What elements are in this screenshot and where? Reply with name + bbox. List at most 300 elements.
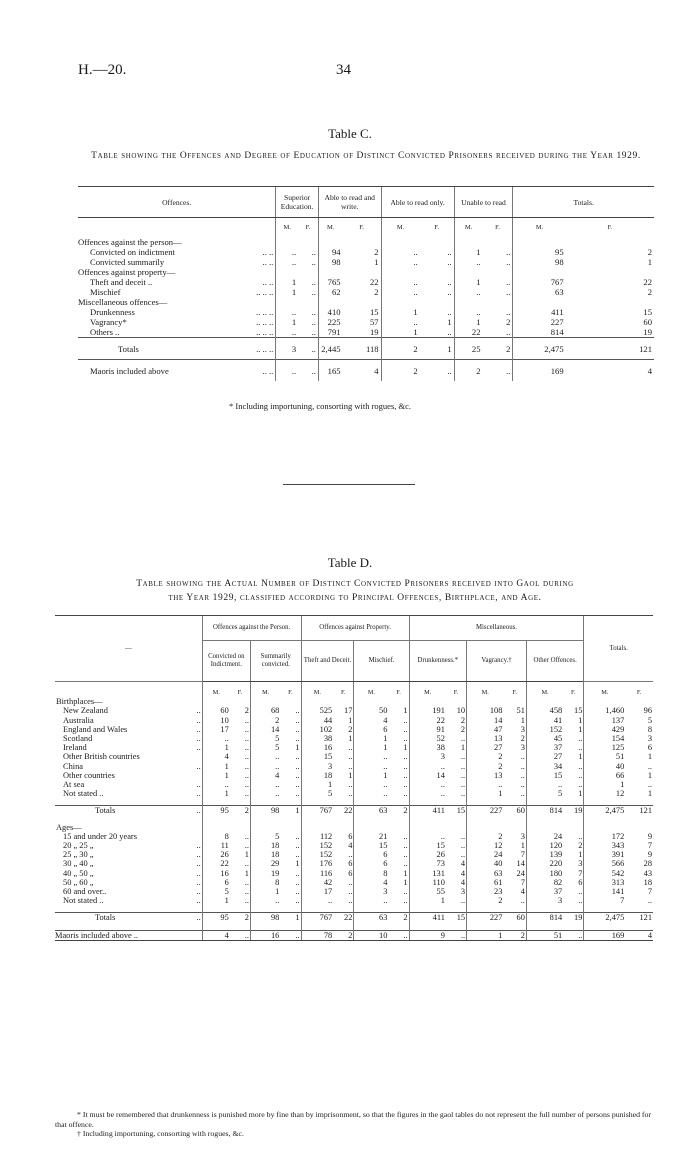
row-label-text: Others .. — [90, 327, 120, 337]
blank-cell — [446, 798, 467, 806]
table-d-mf-label: M. — [250, 682, 280, 698]
data-cell: 152 — [301, 850, 333, 859]
leader-dots: .. — [196, 913, 201, 923]
data-cell: 2 — [467, 832, 504, 841]
data-cell: .. — [403, 887, 408, 897]
table-d-sub-indictment: Convicted on Indictment. — [202, 641, 250, 682]
data-cell: 1 — [403, 743, 408, 753]
data-cell: 152 — [526, 725, 563, 734]
page-number: 34 — [336, 62, 351, 78]
data-cell: 102 — [301, 725, 333, 734]
blank-cell — [526, 923, 563, 931]
data-cell: 120 — [526, 841, 563, 850]
blank-cell — [563, 798, 584, 806]
table-row — [55, 850, 653, 859]
data-cell: 14 — [250, 725, 280, 734]
data-cell: 225 — [318, 317, 342, 327]
table-d-mf-label: F. — [341, 689, 346, 696]
blank-cell — [202, 816, 230, 823]
data-cell: .. — [250, 789, 280, 798]
table-d-mf-label: M. — [584, 682, 625, 698]
data-cell: 1 — [374, 257, 379, 267]
data-cell: .. — [578, 831, 583, 841]
data-cell: .. — [295, 770, 300, 780]
row-label-text: Totals — [95, 806, 116, 816]
data-cell: 1 — [244, 868, 249, 878]
table-c-mf-label: M. — [276, 218, 298, 234]
blank-cell — [446, 923, 467, 931]
row-label-text: China — [63, 761, 84, 771]
data-cell: .. — [295, 761, 300, 771]
data-cell: 411 — [409, 806, 446, 816]
data-cell: 1 — [295, 743, 300, 753]
row-label-text: 60 and over.. — [63, 887, 107, 897]
data-cell: 2 — [483, 338, 513, 360]
data-cell: 63 — [467, 869, 504, 878]
blank-cell — [250, 905, 280, 913]
data-cell: .. — [276, 257, 298, 267]
blank-cell — [55, 682, 202, 698]
data-cell: 60 — [503, 806, 526, 816]
blank-cell — [301, 923, 333, 931]
blank-cell — [526, 823, 563, 832]
data-cell: .. — [403, 770, 408, 780]
data-cell: .. — [447, 257, 452, 267]
data-cell: .. — [403, 724, 408, 734]
data-cell: 42 — [301, 878, 333, 887]
data-cell: .. — [250, 752, 280, 761]
blank-cell — [354, 823, 389, 832]
leader-dots: .. — [196, 806, 201, 816]
leader-dots: .. .. .. — [256, 317, 274, 327]
data-cell: 1 — [578, 715, 583, 725]
data-cell: 2 — [467, 762, 504, 771]
data-cell: .. — [348, 743, 353, 753]
row-label-text: 40 „ 50 „ — [63, 868, 94, 878]
data-cell — [318, 297, 342, 307]
data-cell: .. — [506, 287, 511, 297]
data-cell: 1 — [348, 770, 353, 780]
data-cell: 19 — [563, 913, 584, 923]
data-cell: 98 — [318, 257, 342, 267]
data-cell: .. — [295, 887, 300, 897]
data-cell: 22 — [643, 277, 652, 287]
data-cell: .. — [280, 930, 301, 940]
row-label — [55, 706, 202, 715]
blank-cell — [333, 923, 354, 931]
data-cell: 60 — [503, 913, 526, 923]
data-cell: 1 — [280, 806, 301, 816]
data-cell — [566, 297, 654, 307]
data-cell: 1 — [578, 724, 583, 734]
data-cell: 7 — [520, 850, 525, 860]
data-cell: 26 — [202, 850, 230, 859]
blank-cell — [503, 697, 526, 706]
blank-cell — [250, 816, 280, 823]
blank-cell — [354, 923, 389, 931]
table-row — [78, 317, 654, 327]
data-cell: 2 — [348, 724, 353, 734]
data-cell: 19 — [643, 327, 652, 337]
data-cell: 24 — [516, 868, 525, 878]
data-cell: .. — [348, 780, 353, 790]
blank-cell — [230, 923, 251, 931]
data-cell: .. — [311, 317, 316, 327]
data-cell: 40 — [584, 762, 625, 771]
blank-cell — [467, 905, 504, 913]
data-cell: 765 — [318, 277, 342, 287]
blank-cell — [250, 923, 280, 931]
data-cell: .. — [520, 761, 525, 771]
table-c-header-read-only: Able to read only. — [381, 187, 454, 218]
data-cell: 1 — [403, 706, 408, 716]
row-label — [78, 307, 276, 317]
data-cell: .. — [454, 257, 482, 267]
blank-cell — [409, 923, 446, 931]
data-cell: 2 — [381, 338, 420, 360]
data-cell: .. — [348, 877, 353, 887]
page-reference: H.—20. — [78, 62, 127, 78]
row-label — [55, 878, 202, 887]
data-cell: 2 — [374, 287, 379, 297]
data-cell: .. — [647, 780, 652, 790]
data-cell — [483, 297, 513, 307]
data-cell: .. — [348, 850, 353, 860]
blank-cell — [503, 798, 526, 806]
data-cell: 22 — [454, 327, 482, 338]
blank-cell — [526, 697, 563, 706]
data-cell: 3 — [520, 831, 525, 841]
data-cell: 18 — [250, 850, 280, 859]
data-cell: 91 — [409, 725, 446, 734]
data-cell: 3 — [647, 734, 652, 744]
table-d-header-totals: Totals. — [584, 616, 653, 682]
blank-cell — [388, 798, 409, 806]
row-label — [78, 327, 276, 338]
data-cell: 137 — [584, 716, 625, 725]
table-c-mf-row — [78, 218, 654, 234]
data-cell: 152 — [301, 841, 333, 850]
leader-dots: .. — [196, 877, 201, 887]
data-cell: 141 — [584, 887, 625, 896]
data-cell: .. — [647, 896, 652, 906]
table-d-mf-label: M. — [409, 682, 446, 698]
row-label-text: Not stated .. — [63, 896, 104, 906]
spacer-row — [55, 798, 653, 806]
data-cell: 1 — [280, 913, 301, 923]
data-cell: 27 — [467, 743, 504, 752]
data-cell: .. — [403, 789, 408, 799]
data-cell: 1 — [202, 896, 230, 905]
data-cell: 26 — [409, 850, 446, 859]
table-d-mf-label: M. — [202, 682, 230, 698]
data-cell: 5 — [250, 832, 280, 841]
data-cell: .. — [348, 896, 353, 906]
table-c-title: Table C. — [328, 126, 372, 141]
data-cell: 4 — [460, 868, 466, 878]
row-label-text: 20 „ 25 „ — [63, 841, 94, 851]
data-cell: 78 — [301, 930, 333, 940]
data-cell: 9 — [647, 850, 652, 860]
data-cell: .. — [244, 743, 249, 753]
data-cell: 61 — [467, 878, 504, 887]
data-cell: 6 — [348, 868, 353, 878]
data-cell: .. — [520, 752, 525, 762]
data-cell: .. — [244, 752, 249, 762]
data-cell: 25 — [454, 338, 482, 360]
blank-cell — [584, 923, 625, 931]
data-cell: 68 — [250, 706, 280, 715]
blank-cell — [55, 816, 202, 823]
table-row — [78, 277, 654, 287]
data-cell: 14 — [516, 859, 525, 869]
data-cell: 2 — [230, 913, 251, 923]
data-cell: 15 — [446, 806, 467, 816]
data-cell — [276, 267, 298, 277]
data-cell: .. — [403, 752, 408, 762]
data-cell: 3 — [526, 896, 563, 905]
data-cell: .. — [403, 761, 408, 771]
data-cell: 154 — [584, 734, 625, 743]
table-d-mf-label: F. — [237, 689, 243, 696]
blank-cell — [388, 923, 409, 931]
data-cell: 21 — [354, 832, 389, 841]
leader-dots: .. — [196, 850, 201, 860]
table-c-mf-label: F. — [359, 224, 364, 231]
blank-cell — [388, 823, 409, 832]
data-cell: 2 — [460, 715, 466, 725]
blank-cell — [230, 905, 251, 913]
data-cell: 51 — [516, 706, 525, 716]
data-cell: .. — [311, 287, 316, 297]
table-d-title: Table D. — [327, 555, 373, 570]
data-cell: 118 — [343, 338, 382, 360]
table-d-header-misc: Miscellaneous. — [409, 616, 584, 641]
table-d-mf-label: M. — [467, 682, 504, 698]
data-cell: 1 — [467, 930, 504, 940]
table-row — [78, 233, 654, 247]
blank-cell — [526, 905, 563, 913]
data-cell: 51 — [526, 930, 563, 940]
data-cell: 1 — [276, 317, 298, 327]
data-cell: 227 — [467, 806, 504, 816]
data-cell: .. — [381, 287, 420, 297]
data-cell: .. — [295, 841, 300, 851]
data-cell: .. — [244, 877, 249, 887]
blank-cell — [446, 816, 467, 823]
row-label — [55, 930, 202, 940]
data-cell: .. — [301, 896, 333, 905]
row-label-text: Theft and deceit .. — [90, 277, 153, 287]
data-cell: .. — [506, 307, 511, 317]
data-cell: .. — [381, 247, 420, 257]
data-cell — [513, 297, 566, 307]
data-cell: 180 — [526, 869, 563, 878]
data-cell: 63 — [354, 806, 389, 816]
data-cell: 94 — [318, 247, 342, 257]
data-cell: 1 — [647, 789, 652, 799]
data-cell: 1 — [409, 896, 446, 905]
data-cell: 1,460 — [584, 706, 625, 715]
data-cell: 15 — [643, 307, 652, 317]
blank-cell — [409, 905, 446, 913]
data-cell: 767 — [513, 277, 566, 287]
data-cell: 22 — [370, 277, 379, 287]
data-cell: 1 — [647, 752, 652, 762]
blank-cell — [625, 697, 653, 706]
row-label-text: 25 „ 30 „ — [63, 850, 94, 860]
data-cell: .. — [295, 850, 300, 860]
row-label — [55, 734, 202, 743]
data-cell: 18 — [301, 771, 333, 780]
row-label — [55, 841, 202, 850]
table-d-sub-drunkenness: Drunkenness.* — [409, 641, 466, 682]
data-cell: 16 — [250, 930, 280, 940]
blank-cell — [301, 798, 333, 806]
row-label-text: 50 „ 60 „ — [63, 877, 94, 887]
blank-cell — [563, 905, 584, 913]
data-cell: .. — [244, 780, 249, 790]
data-cell: .. — [354, 896, 389, 905]
data-cell: .. — [506, 247, 511, 257]
table-row — [55, 878, 653, 887]
data-cell: 131 — [409, 869, 446, 878]
data-cell: .. — [454, 287, 482, 297]
row-label — [78, 297, 276, 307]
data-cell: 767 — [301, 806, 333, 816]
data-cell: 9 — [647, 831, 652, 841]
table-row — [55, 734, 653, 743]
data-cell: .. — [295, 706, 300, 716]
data-cell: 5 — [250, 734, 280, 743]
data-cell: 63 — [354, 913, 389, 923]
data-cell: .. — [348, 761, 353, 771]
row-label-text: Vagrancy* — [90, 317, 127, 327]
data-cell: .. — [295, 877, 300, 887]
leader-dots: .. — [196, 706, 201, 716]
blank-cell — [354, 905, 389, 913]
data-cell: .. — [578, 770, 583, 780]
data-cell: 227 — [467, 913, 504, 923]
data-cell: 125 — [584, 743, 625, 752]
data-cell: .. — [403, 850, 408, 860]
data-cell: .. — [244, 715, 249, 725]
data-cell: .. — [447, 247, 452, 257]
data-cell: 19 — [563, 806, 584, 816]
leader-dots: .. — [196, 789, 201, 799]
data-cell: 1 — [276, 277, 298, 287]
data-cell: .. — [250, 762, 280, 771]
table-d-caption-line-1: Table showing the Actual Number of Distinct Convicted Prisoners received into Gaol during — [136, 579, 574, 589]
blank-cell — [280, 823, 301, 832]
blank-cell — [354, 697, 389, 706]
data-cell: 63 — [513, 287, 566, 297]
blank-cell — [230, 798, 251, 806]
data-cell: 60 — [202, 706, 230, 715]
data-cell: .. — [244, 831, 249, 841]
data-cell: 96 — [643, 706, 652, 716]
data-cell: 814 — [526, 806, 563, 816]
data-cell: .. — [403, 859, 408, 869]
table-c-mf-label: M. — [381, 218, 420, 234]
data-cell: 8 — [354, 869, 389, 878]
data-cell: 4 — [202, 930, 230, 940]
data-cell: 1 — [250, 887, 280, 896]
data-cell: 8 — [202, 832, 230, 841]
data-cell: 2 — [250, 716, 280, 725]
blank-cell — [503, 923, 526, 931]
data-cell: .. — [578, 734, 583, 744]
data-cell: 2,475 — [584, 913, 625, 923]
table-c-footnote: * Including importuning, consorting with rogues, &c. — [229, 401, 412, 411]
data-cell: 19 — [250, 869, 280, 878]
data-cell — [483, 267, 513, 277]
data-cell: .. — [409, 780, 446, 789]
data-cell: .. — [202, 734, 230, 743]
data-cell: .. — [348, 887, 353, 897]
blank-cell — [584, 816, 625, 823]
data-cell: 98 — [250, 913, 280, 923]
leader-dots: .. .. — [262, 257, 274, 267]
data-cell — [343, 233, 382, 247]
data-cell: 1 — [454, 247, 482, 257]
spacer-row — [55, 905, 653, 913]
data-cell: .. — [506, 257, 511, 267]
data-cell: 2 — [578, 841, 583, 851]
data-cell: 172 — [584, 832, 625, 841]
data-cell: .. — [460, 789, 466, 799]
data-cell: 1 — [295, 859, 300, 869]
data-cell: 11 — [202, 841, 230, 850]
table-d-mf-label: F. — [288, 689, 293, 696]
data-cell: .. — [381, 257, 420, 267]
blank-cell — [78, 218, 276, 234]
table-row — [55, 725, 653, 734]
data-cell: 5 — [202, 887, 230, 896]
data-cell — [343, 297, 382, 307]
leader-dots: .. — [196, 780, 201, 790]
data-cell: .. — [311, 327, 316, 337]
data-cell: 17 — [202, 725, 230, 734]
blank-cell — [250, 798, 280, 806]
table-row — [55, 887, 653, 896]
data-cell: 12 — [584, 789, 625, 798]
data-cell: 62 — [318, 287, 342, 297]
blank-cell — [563, 697, 584, 706]
table-row — [55, 716, 653, 725]
data-cell: .. — [244, 887, 249, 897]
data-cell: 6 — [348, 859, 353, 869]
data-cell: 5 — [301, 789, 333, 798]
data-cell — [454, 267, 482, 277]
table-d-mf-label: F. — [636, 689, 642, 696]
data-cell: .. — [454, 307, 482, 317]
data-cell: 566 — [584, 859, 625, 868]
data-cell: .. — [295, 831, 300, 841]
data-cell — [420, 297, 454, 307]
data-cell: 169 — [584, 930, 625, 940]
row-label — [55, 913, 202, 923]
data-cell — [454, 297, 482, 307]
data-cell: 429 — [584, 725, 625, 734]
data-cell: 2 — [467, 896, 504, 905]
data-cell: 38 — [409, 743, 446, 752]
section-heading-row — [55, 823, 653, 832]
data-cell — [381, 267, 420, 277]
table-row — [78, 360, 654, 382]
data-cell: 22 — [333, 913, 354, 923]
blank-cell — [625, 816, 653, 823]
